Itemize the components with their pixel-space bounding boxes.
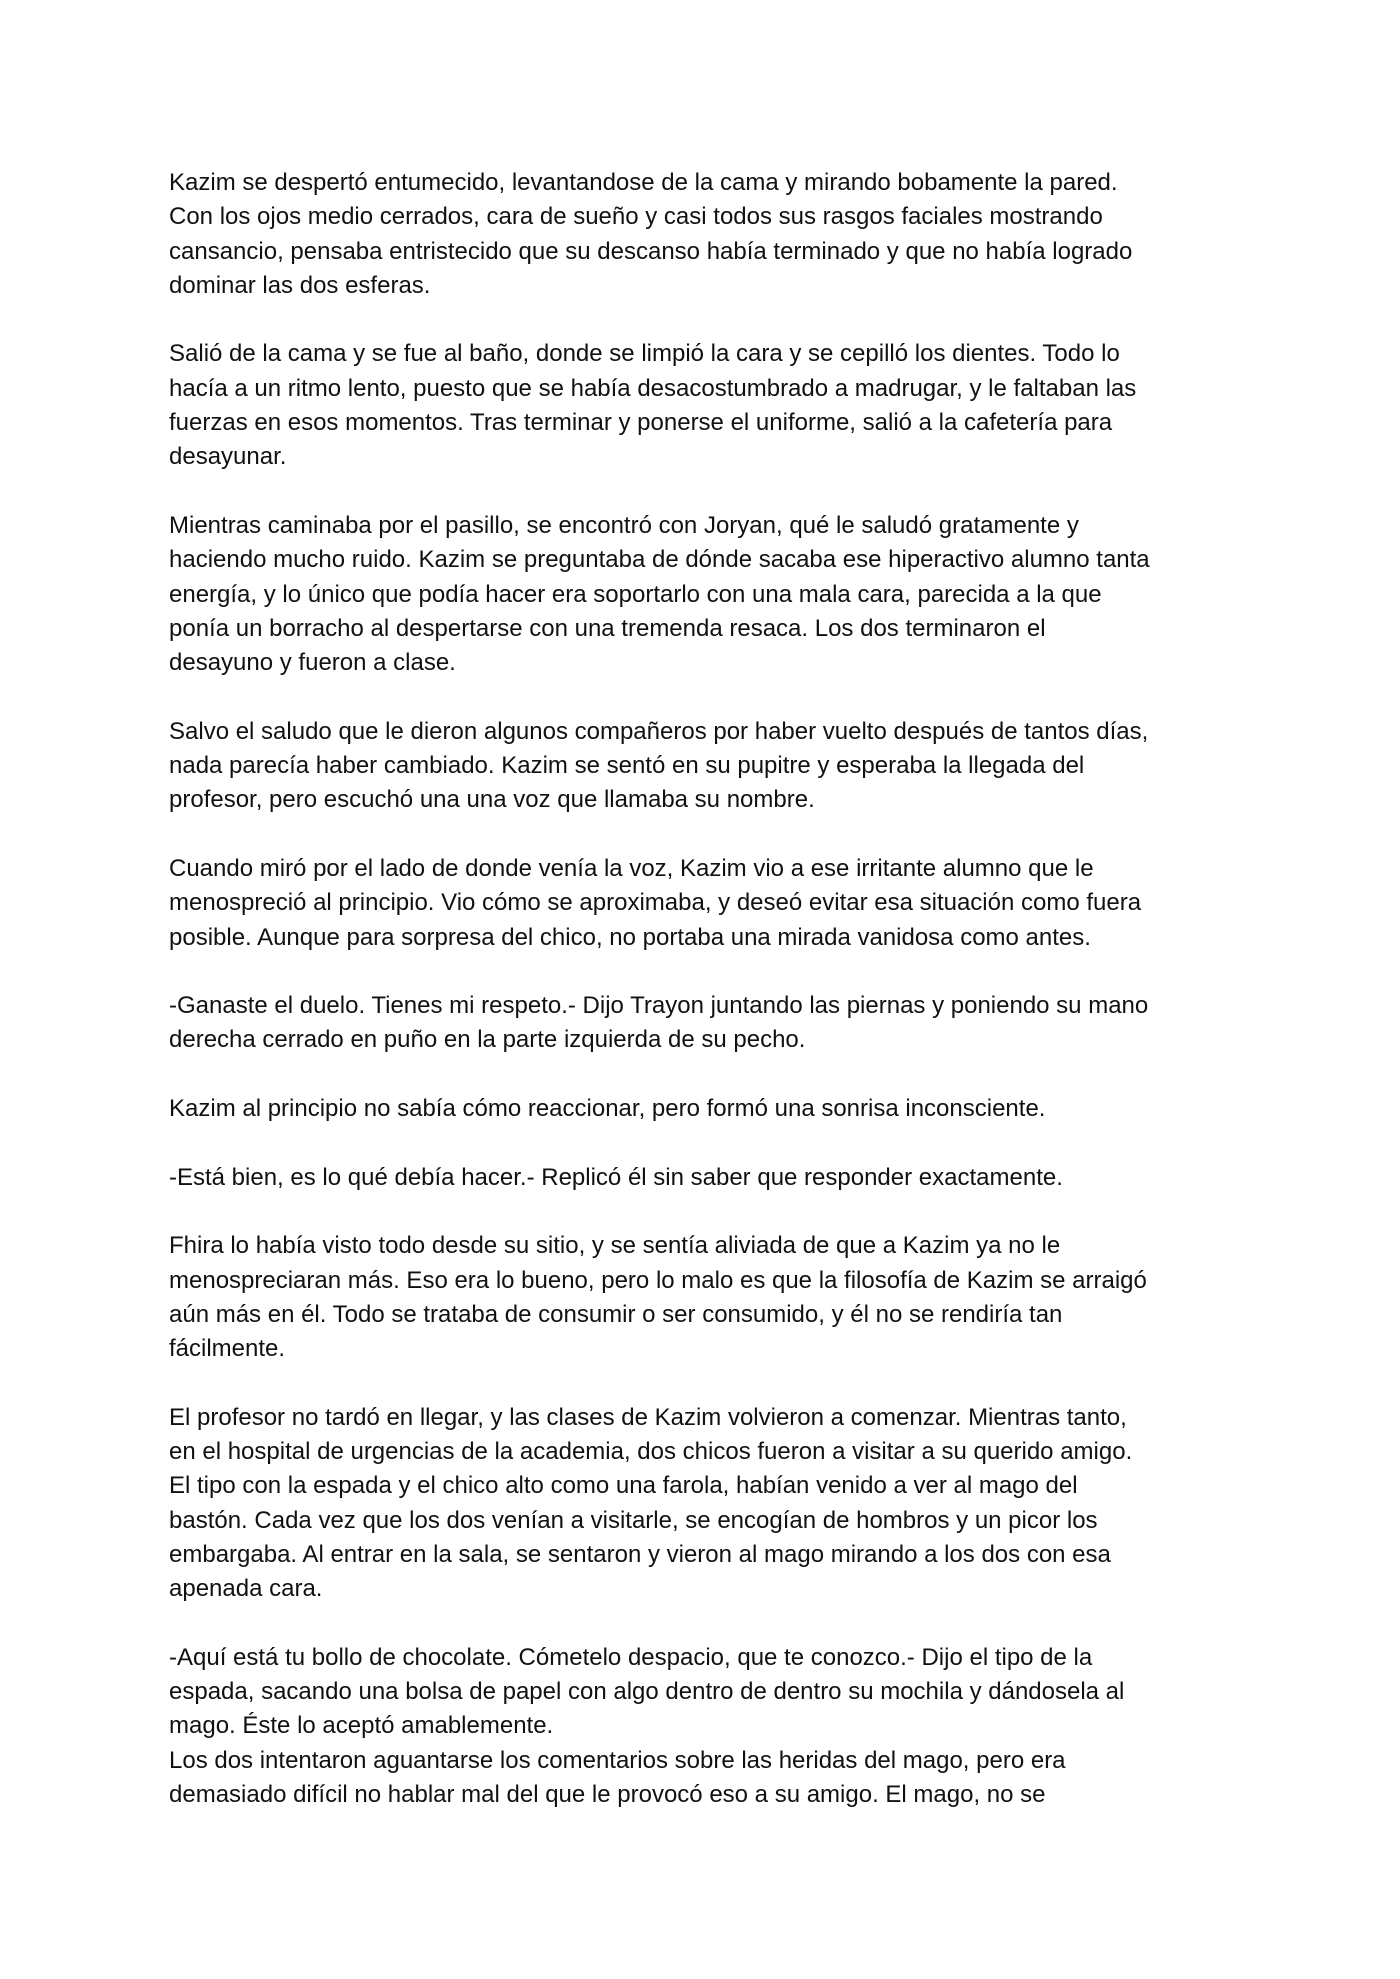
- text-line: Fhira lo había visto todo desde su sitio, y se sentía aliviada de que a Kazim ya no le: [169, 1232, 1061, 1260]
- text-line: ponía un borracho al despertarse con una tremenda resaca. Los dos terminaron el: [169, 614, 1046, 642]
- text-line: energía, y lo único que podía hacer era soportarlo con una mala cara, parecida a la que: [169, 580, 1102, 608]
- paragraph-6: [169, 989, 1239, 1058]
- text-line: dominar las dos esferas.: [169, 271, 431, 299]
- paragraph-10: [169, 1401, 1239, 1607]
- text-line: desayuno y fueron a clase.: [169, 649, 456, 677]
- text-line: Salvo el saludo que le dieron algunos compañeros por haber vuelto después de tantos días,: [169, 717, 1149, 745]
- text-line: demasiado difícil no hablar mal del que le provocó eso a su amigo. El mago, no se: [169, 1780, 1046, 1808]
- text-line: haciendo mucho ruido. Kazim se preguntaba de dónde sacaba ese hiperactivo alumno tanta: [169, 546, 1150, 574]
- paragraph-1: [169, 166, 1239, 303]
- text-line: fuerzas en esos momentos. Tras terminar y ponerse el uniforme, salió a la cafetería para: [169, 409, 1113, 437]
- text-line: nada parecía haber cambiado. Kazim se sentó en su pupitre y esperaba la llegada del: [169, 752, 1085, 780]
- paragraph-8: [169, 1161, 1239, 1195]
- text-line: El tipo con la espada y el chico alto como una farola, habían venido a ver al mago del: [169, 1472, 1078, 1500]
- text-line: en el hospital de urgencias de la academia, dos chicos fueron a visitar a su querido amigo.: [169, 1437, 1133, 1465]
- text-line: fácilmente.: [169, 1335, 286, 1363]
- text-line: posible. Aunque para sorpresa del chico, no portaba una mirada vanidosa como antes.: [169, 923, 1091, 951]
- paragraph-9: [169, 1229, 1239, 1366]
- text-line: Kazim al principio no sabía cómo reaccionar, pero formó una sonrisa inconsciente.: [169, 1095, 1046, 1123]
- text-line: -Ganaste el duelo. Tienes mi respeto.- Dijo Trayon juntando las piernas y poniendo su mano: [169, 992, 1149, 1020]
- text-line: Cuando miró por el lado de donde venía la voz, Kazim vio a ese irritante alumno que le: [169, 854, 1094, 882]
- paragraph-2: [169, 337, 1239, 474]
- paragraph-5: [169, 852, 1239, 955]
- paragraph-spacer: [169, 818, 1239, 852]
- text-line: apenada cara.: [169, 1575, 323, 1603]
- paragraph-spacer: [169, 475, 1239, 509]
- text-line: El profesor no tardó en llegar, y las clases de Kazim volvieron a comenzar. Mientras tanto,: [169, 1403, 1127, 1431]
- text-line: embargaba. Al entrar en la sala, se sentaron y vieron al mago mirando a los dos con esa: [169, 1540, 1111, 1568]
- paragraph-spacer: [169, 1606, 1239, 1640]
- paragraph-7: [169, 1092, 1239, 1126]
- paragraph-11: [169, 1641, 1239, 1812]
- text-line: -Aquí está tu bollo de chocolate. Cómetelo despacio, que te conozco.- Dijo el tipo de la: [169, 1643, 1093, 1671]
- text-line: profesor, pero escuchó una una voz que llamaba su nombre.: [169, 786, 815, 814]
- text-line: hacía a un ritmo lento, puesto que se había desacostumbrado a madrugar, y le faltaban las: [169, 374, 1137, 402]
- text-line: derecha cerrado en puño en la parte izquierda de su pecho.: [169, 1026, 806, 1054]
- text-line: Mientras caminaba por el pasillo, se encontró con Joryan, qué le saludó gratamente y: [169, 511, 1079, 539]
- text-line: Con los ojos medio cerrados, cara de sueño y casi todos sus rasgos faciales mostrando: [169, 203, 1103, 231]
- paragraph-spacer: [169, 1195, 1239, 1229]
- text-line: mago. Éste lo aceptó amablemente.: [169, 1712, 554, 1740]
- paragraph-spacer: [169, 303, 1239, 337]
- text-line: aún más en él. Todo se trataba de consumir o ser consumido, y él no se rendiría tan: [169, 1300, 1063, 1328]
- paragraph-spacer: [169, 1058, 1239, 1092]
- text-line: Los dos intentaron aguantarse los comentarios sobre las heridas del mago, pero era: [169, 1746, 1066, 1774]
- text-line: menospreció al principio. Vio cómo se aproximaba, y deseó evitar esa situación como fuera: [169, 889, 1142, 917]
- paragraph-spacer: [169, 955, 1239, 989]
- paragraph-3: [169, 509, 1239, 680]
- paragraph-spacer: [169, 1366, 1239, 1400]
- text-line: cansancio, pensaba entristecido que su descanso había terminado y que no había logrado: [169, 237, 1133, 265]
- text-line: espada, sacando una bolsa de papel con algo dentro de dentro su mochila y dándosela al: [169, 1678, 1125, 1706]
- text-line: Kazim se despertó entumecido, levantandose de la cama y mirando bobamente la pared.: [169, 169, 1118, 196]
- text-line: bastón. Cada vez que los dos venían a visitarle, se encogían de hombros y un picor los: [169, 1506, 1098, 1534]
- text-line: -Está bien, es lo qué debía hacer.- Replicó él sin saber que responder exactamente.: [169, 1163, 1063, 1191]
- text-line: Salió de la cama y se fue al baño, donde se limpió la cara y se cepilló los dientes. Todo lo: [169, 340, 1120, 368]
- text-line: desayunar.: [169, 443, 287, 471]
- document-body: [169, 166, 1239, 1812]
- paragraph-spacer: [169, 680, 1239, 714]
- paragraph-spacer: [169, 1126, 1239, 1160]
- paragraph-4: [169, 715, 1239, 818]
- text-line: menospreciaran más. Eso era lo bueno, pero lo malo es que la filosofía de Kazim se arraigó: [169, 1266, 1147, 1294]
